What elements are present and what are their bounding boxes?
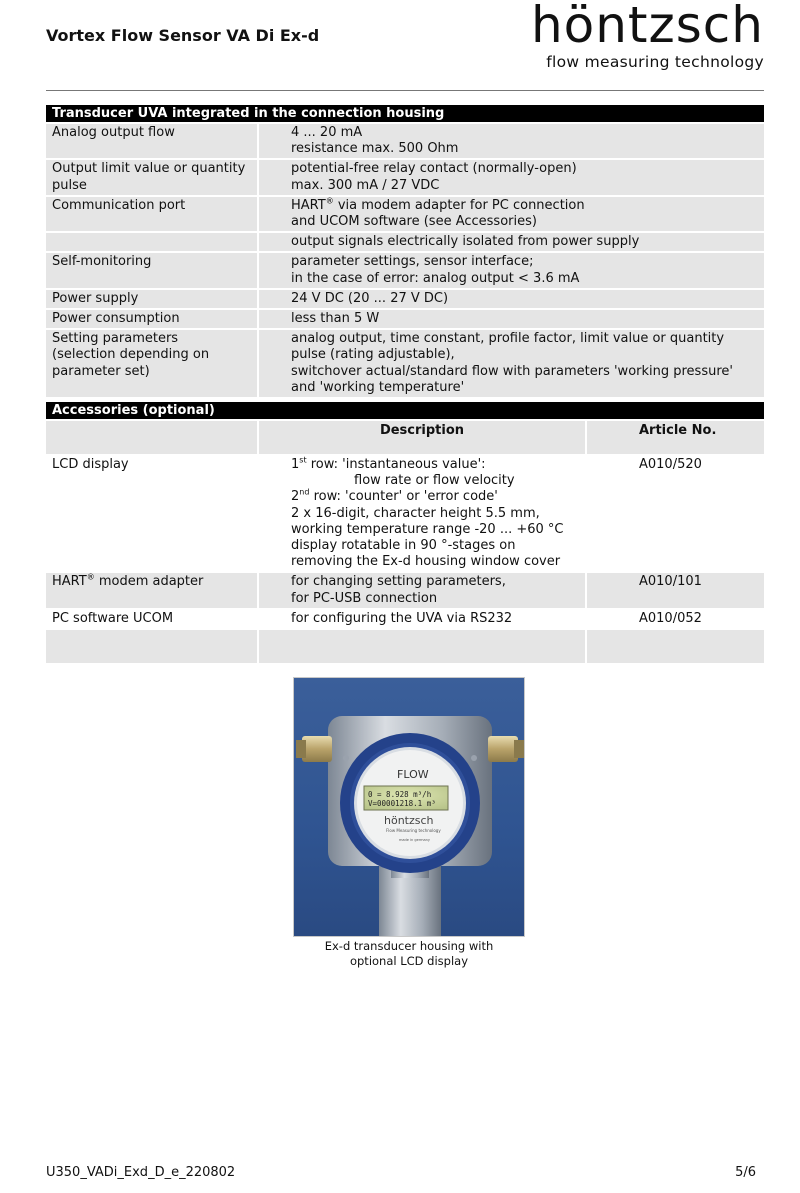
row-value: flow rate or flow velocity: [354, 473, 515, 489]
table-row: [46, 253, 764, 287]
row-value: parameter settings, sensor interface;: [291, 254, 534, 270]
row-value: in the case of error: analog output < 3.6 mA: [291, 270, 580, 286]
photo-lcd-line2: V=00001218.1 m³: [368, 799, 436, 808]
logo-wordmark: höntzsch: [530, 0, 764, 54]
accessories-table: [46, 402, 764, 663]
row-value: pulse (rating adjustable),: [291, 347, 455, 363]
photo-lcd-line1: 0 = 8.928 m³/h: [368, 790, 432, 799]
row-label: LCD display: [52, 457, 129, 472]
table-row: [46, 124, 764, 158]
row-label: Power consumption: [52, 311, 180, 327]
document-code: U350_VADi_Exd_D_e_220802: [46, 1165, 236, 1180]
row-value: for changing setting parameters,: [291, 574, 506, 590]
row-label: Communication port: [52, 197, 186, 213]
transducer-illustration: [294, 678, 525, 937]
photo-flow-label: FLOW: [397, 768, 429, 781]
row-value: and 'working temperature': [291, 379, 465, 395]
row-value: 2 x 16-digit, character height 5.5 mm,: [291, 505, 540, 521]
row-value: switchover actual/standard flow with parameters 'working pressure': [291, 363, 733, 379]
transducer-table: [46, 105, 764, 397]
col-article-header: Article No.: [585, 421, 764, 454]
header-divider: [46, 90, 764, 91]
row-value: 2nd row: 'counter' or 'error code': [291, 488, 498, 505]
row-label: HART® modem adapter: [52, 573, 204, 590]
row-value: less than 5 W: [291, 311, 380, 327]
photo-made-in: made in germany: [399, 838, 430, 842]
photo-brand-tag: Flow Measuring technology: [386, 828, 441, 833]
transducer-table-heading: Transducer UVA integrated in the connection housing: [46, 105, 764, 122]
table-row: [46, 160, 764, 194]
logo-tagline: flow measuring technology: [546, 53, 764, 71]
row-value: potential-free relay contact (normally-open): [291, 161, 577, 177]
table-row: [46, 573, 764, 607]
col-description-header: Description: [257, 421, 585, 454]
row-label: Self-monitoring: [52, 254, 152, 270]
row-label: (selection depending on: [52, 347, 210, 363]
row-value: HART® via modem adapter for PC connection: [291, 196, 585, 213]
table-row-empty: [46, 630, 764, 663]
article-number: A010/052: [639, 610, 702, 626]
row-value: max. 300 mA / 27 VDC: [291, 177, 440, 193]
row-label: PC software UCOM: [52, 610, 174, 626]
row-value: 24 V DC (20 ... 27 V DC): [291, 290, 449, 306]
table-row: [46, 233, 764, 251]
article-number: A010/520: [639, 457, 702, 472]
table-row: [46, 290, 764, 308]
transducer-photo: [293, 677, 525, 937]
accessories-table-heading: Accessories (optional): [46, 402, 764, 419]
row-label: Output limit value or quantity: [52, 161, 246, 177]
row-value: 1st row: 'instantaneous value':: [291, 455, 486, 472]
row-label: Power supply: [52, 290, 139, 306]
table-row: [46, 310, 764, 328]
row-label: parameter set): [52, 363, 150, 379]
row-value: removing the Ex-d housing window cover: [291, 554, 561, 570]
table-row: [46, 610, 764, 628]
row-value: output signals electrically isolated from power supply: [291, 234, 640, 250]
row-label: Setting parameters: [52, 331, 179, 347]
row-value: display rotatable in 90 °-stages on: [291, 538, 516, 554]
row-label: Analog output flow: [52, 125, 175, 140]
row-value: and UCOM software (see Accessories): [291, 214, 537, 230]
row-value: 4 ... 20 mA: [291, 125, 363, 140]
table-row: [46, 454, 764, 571]
row-value: resistance max. 500 Ohm: [291, 141, 459, 157]
row-value: analog output, time constant, profile factor, limit value or quantity: [291, 331, 725, 347]
table-row: [46, 330, 764, 397]
caption-line: optional LCD display: [349, 953, 469, 968]
caption-line: Ex-d transducer housing with: [324, 939, 494, 953]
page-title: Vortex Flow Sensor VA Di Ex-d: [46, 26, 320, 45]
table-header-row: [46, 421, 764, 454]
hontzsch-logo: [524, 0, 764, 71]
row-label: pulse: [52, 177, 87, 193]
photo-brand: höntzsch: [384, 814, 434, 827]
row-value: for PC-USB connection: [291, 590, 438, 606]
table-row: [46, 197, 764, 231]
page-number: 5/6: [735, 1165, 756, 1180]
photo-caption: [293, 939, 525, 968]
row-value: for configuring the UVA via RS232: [291, 610, 513, 626]
row-value: working temperature range -20 ... +60 °C: [291, 521, 564, 537]
article-number: A010/101: [639, 574, 702, 590]
